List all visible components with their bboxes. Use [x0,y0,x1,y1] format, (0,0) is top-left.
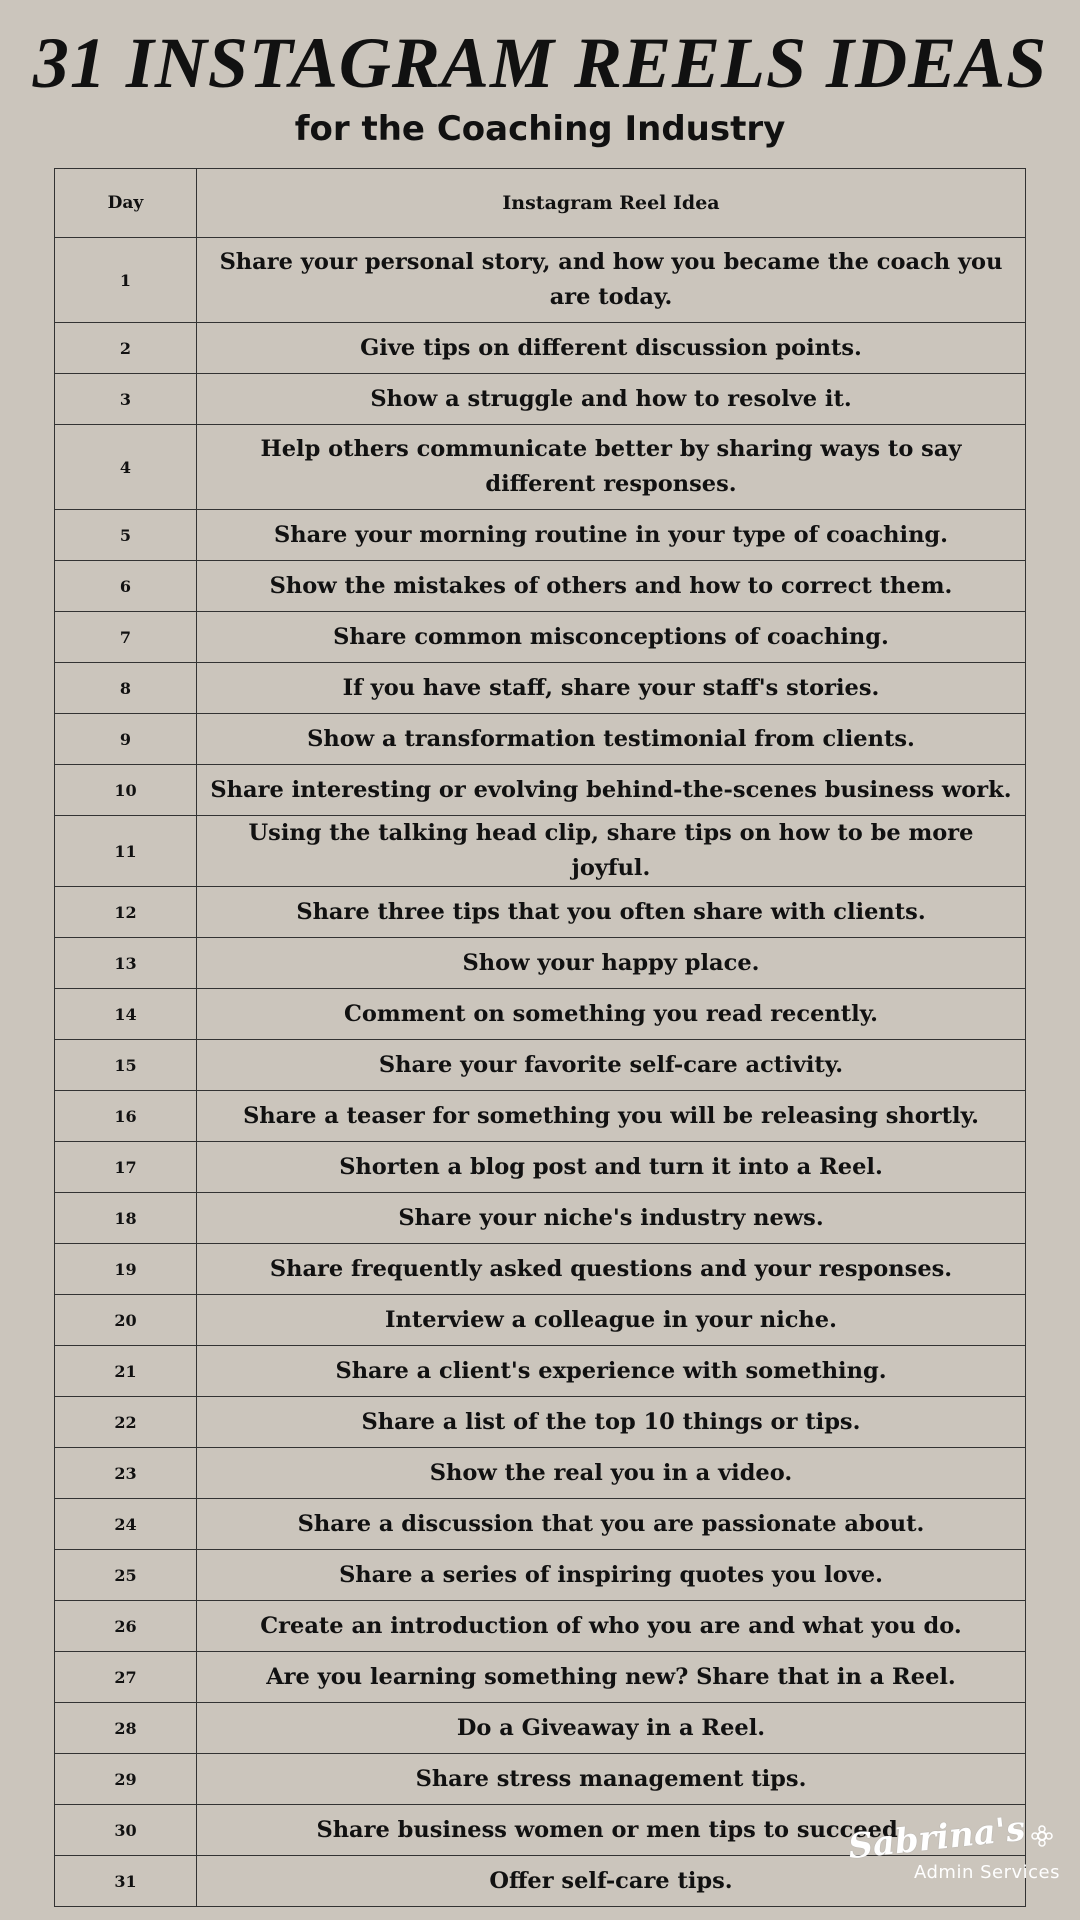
logo-script-text: Sabrina's [846,1808,1028,1868]
day-cell: 16 [55,1091,197,1142]
day-cell: 15 [55,1040,197,1091]
idea-cell: Do a Giveaway in a Reel. [197,1703,1026,1754]
table-row [55,714,1026,765]
table-row [55,1703,1026,1754]
day-cell: 31 [55,1856,197,1907]
idea-cell: Share your niche's industry news. [197,1193,1026,1244]
table-row [55,1448,1026,1499]
table-row [55,374,1026,425]
day-cell: 17 [55,1142,197,1193]
table-row [55,425,1026,510]
idea-cell: Share frequently asked questions and your responses. [197,1244,1026,1295]
table-row [55,1346,1026,1397]
idea-cell: Comment on something you read recently. [197,989,1026,1040]
table-row [55,816,1026,887]
idea-cell: Share a series of inspiring quotes you love. [197,1550,1026,1601]
day-cell: 1 [55,238,197,323]
idea-cell: Show a transformation testimonial from clients. [197,714,1026,765]
idea-cell: Share common misconceptions of coaching. [197,612,1026,663]
table-row [55,1499,1026,1550]
day-cell: 6 [55,561,197,612]
idea-cell: Show a struggle and how to resolve it. [197,374,1026,425]
day-cell: 20 [55,1295,197,1346]
table-row [55,612,1026,663]
table-body [55,238,1026,1907]
day-cell: 22 [55,1397,197,1448]
table-row [55,323,1026,374]
table-row [55,1142,1026,1193]
idea-cell: Share a client's experience with something. [197,1346,1026,1397]
table-row [55,938,1026,989]
table-row [55,561,1026,612]
day-cell: 13 [55,938,197,989]
logo-subtitle-text: Admin Services [914,1862,1060,1883]
day-cell: 30 [55,1805,197,1856]
table-row [55,765,1026,816]
page-title: 31 INSTAGRAM REELS IDEAS [32,23,1048,103]
idea-cell: Share your morning routine in your type of coaching. [197,510,1026,561]
idea-cell: Are you learning something new? Share that in a Reel. [197,1652,1026,1703]
day-cell: 5 [55,510,197,561]
table-row [55,1652,1026,1703]
day-cell: 28 [55,1703,197,1754]
idea-cell: Share a discussion that you are passionate about. [197,1499,1026,1550]
day-cell: 26 [55,1601,197,1652]
reels-ideas-table [54,168,1026,1907]
table-row [55,1601,1026,1652]
idea-cell: Show your happy place. [197,938,1026,989]
day-cell: 7 [55,612,197,663]
flower-icon [1030,1824,1054,1848]
idea-cell: Offer self-care tips. [197,1856,1026,1907]
day-cell: 12 [55,887,197,938]
day-cell: 21 [55,1346,197,1397]
idea-cell: Show the real you in a video. [197,1448,1026,1499]
table-row [55,238,1026,323]
idea-cell: Interview a colleague in your niche. [197,1295,1026,1346]
column-header-day: Day [55,169,197,238]
table-row [55,989,1026,1040]
day-cell: 23 [55,1448,197,1499]
day-cell: 27 [55,1652,197,1703]
idea-cell: Share three tips that you often share with clients. [197,887,1026,938]
idea-cell: Create an introduction of who you are and what you do. [197,1601,1026,1652]
day-cell: 29 [55,1754,197,1805]
idea-cell: If you have staff, share your staff's stories. [197,663,1026,714]
day-cell: 24 [55,1499,197,1550]
idea-cell: Show the mistakes of others and how to correct them. [197,561,1026,612]
idea-cell: Share a teaser for something you will be releasing shortly. [197,1091,1026,1142]
day-cell: 10 [55,765,197,816]
sabrinas-logo [840,1808,1060,1918]
table-row [55,1754,1026,1805]
page-subtitle: for the Coaching Industry [294,109,786,149]
table-row [55,1397,1026,1448]
table-row [55,1295,1026,1346]
table-row [55,510,1026,561]
table-row [55,1091,1026,1142]
day-cell: 8 [55,663,197,714]
idea-cell: Using the talking head clip, share tips on how to be more joyful. [197,816,1026,887]
day-cell: 3 [55,374,197,425]
table-row [55,1040,1026,1091]
idea-cell: Help others communicate better by sharing ways to say different responses. [197,425,1026,510]
idea-cell: Share stress management tips. [197,1754,1026,1805]
table-row [55,1550,1026,1601]
day-cell: 19 [55,1244,197,1295]
day-cell: 11 [55,816,197,887]
idea-cell: Shorten a blog post and turn it into a Reel. [197,1142,1026,1193]
column-header-idea: Instagram Reel Idea [197,169,1026,238]
idea-cell: Share your favorite self-care activity. [197,1040,1026,1091]
day-cell: 18 [55,1193,197,1244]
idea-cell: Share interesting or evolving behind-the-scenes business work. [197,765,1026,816]
day-cell: 2 [55,323,197,374]
table-row [55,887,1026,938]
table-row [55,1244,1026,1295]
day-cell: 9 [55,714,197,765]
day-cell: 14 [55,989,197,1040]
idea-cell: Share your personal story, and how you became the coach you are today. [197,238,1026,323]
day-cell: 25 [55,1550,197,1601]
day-cell: 4 [55,425,197,510]
idea-cell: Give tips on different discussion points. [197,323,1026,374]
idea-cell: Share a list of the top 10 things or tips. [197,1397,1026,1448]
idea-cell: Share business women or men tips to succeed. [197,1805,1026,1856]
table-row [55,1193,1026,1244]
table-header-row [55,169,1026,238]
table-row [55,663,1026,714]
